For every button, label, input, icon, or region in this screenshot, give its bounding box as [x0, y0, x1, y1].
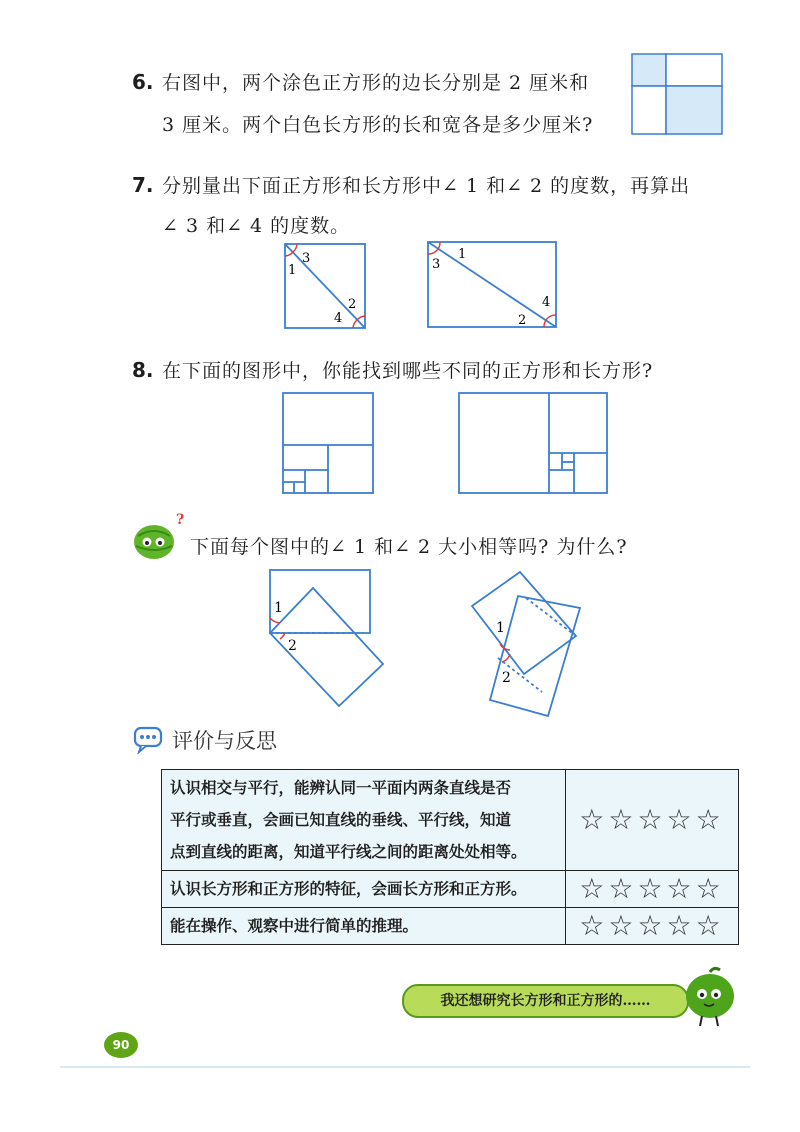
q8-number: 8. — [132, 358, 154, 382]
think-left-angle1-label: 1 — [274, 600, 283, 616]
q7-square-figure — [278, 240, 368, 332]
q6-text-line1: 右图中，两个涂色正方形的边长分别是 2 厘米和 — [162, 72, 590, 94]
table-row — [162, 871, 739, 908]
evaluation-row3-text: 能在操作、观察中进行简单的推理。 — [162, 908, 566, 945]
q7-number: 7. — [132, 173, 154, 197]
q6-number: 6. — [132, 70, 154, 94]
chat-bubble-icon — [132, 724, 164, 754]
speech-bubble: 我还想研究长方形和正方形的…… — [402, 984, 689, 1018]
q7-text-line2: ∠ 3 和∠ 4 的度数。 — [162, 215, 351, 237]
q7-square-angle1-label: 1 — [288, 263, 297, 278]
evaluation-row3-stars[interactable]: ☆☆☆☆☆ — [566, 908, 739, 945]
q6-large-shaded-square — [666, 86, 722, 134]
pepper-mascot-icon — [680, 966, 740, 1030]
evaluation-row1-stars[interactable]: ☆☆☆☆☆ — [566, 770, 739, 871]
table-row — [162, 908, 739, 945]
q7-rect-angle3-label: 3 — [432, 257, 441, 272]
q7-square-angle2-label: 2 — [348, 297, 357, 312]
evaluation-row2-stars[interactable]: ☆☆☆☆☆ — [566, 871, 739, 908]
think-right-angle1-label: 1 — [496, 620, 505, 636]
svg-text:?: ? — [176, 512, 185, 528]
footer-divider — [60, 1066, 750, 1068]
q7-rect-angle2-label: 2 — [518, 313, 527, 328]
evaluation-row1-text: 认识相交与平行，能辨认同一平面内两条直线是否 平行或垂直，会画已知直线的垂线、平行线，知道 点到直线的距离，知道平行线之间的距离处处相等。 — [162, 770, 566, 871]
q7-square-angle4-label: 4 — [334, 311, 343, 326]
q6-small-shaded-square — [632, 54, 666, 86]
think-figure-right — [466, 568, 586, 718]
think-figure-left — [266, 566, 386, 710]
q6-white-rect-top — [666, 54, 722, 86]
q8-text: 在下面的图形中，你能找到哪些不同的正方形和长方形? — [162, 360, 654, 382]
evaluation-title: 评价与反思 — [172, 729, 277, 753]
table-row — [162, 770, 739, 871]
q6-text-line2: 3 厘米。两个白色长方形的长和宽各是多少厘米? — [162, 114, 594, 136]
evaluation-row2-text: 认识长方形和正方形的特征，会画长方形和正方形。 — [162, 871, 566, 908]
q6-white-rect-left — [632, 86, 666, 134]
q6-figure — [628, 50, 728, 138]
page-number: 90 — [104, 1032, 138, 1058]
evaluation-table — [161, 769, 739, 945]
q8-figure-right — [456, 390, 612, 496]
think-question-text: 下面每个图中的∠ 1 和∠ 2 大小相等吗? 为什么? — [190, 536, 628, 558]
q7-rectangle-figure — [422, 238, 562, 330]
q7-text-line1: 分别量出下面正方形和长方形中∠ 1 和∠ 2 的度数，再算出 — [162, 175, 691, 197]
q7-square-angle3-label: 3 — [302, 251, 311, 266]
q7-rect-angle4-label: 4 — [542, 295, 551, 310]
q8-figure-left — [280, 390, 380, 496]
think-right-angle2-label: 2 — [502, 670, 511, 686]
q7-rect-angle1-label: 1 — [458, 247, 467, 262]
melon-mascot-icon — [128, 512, 186, 562]
think-left-angle2-label: 2 — [288, 638, 297, 654]
